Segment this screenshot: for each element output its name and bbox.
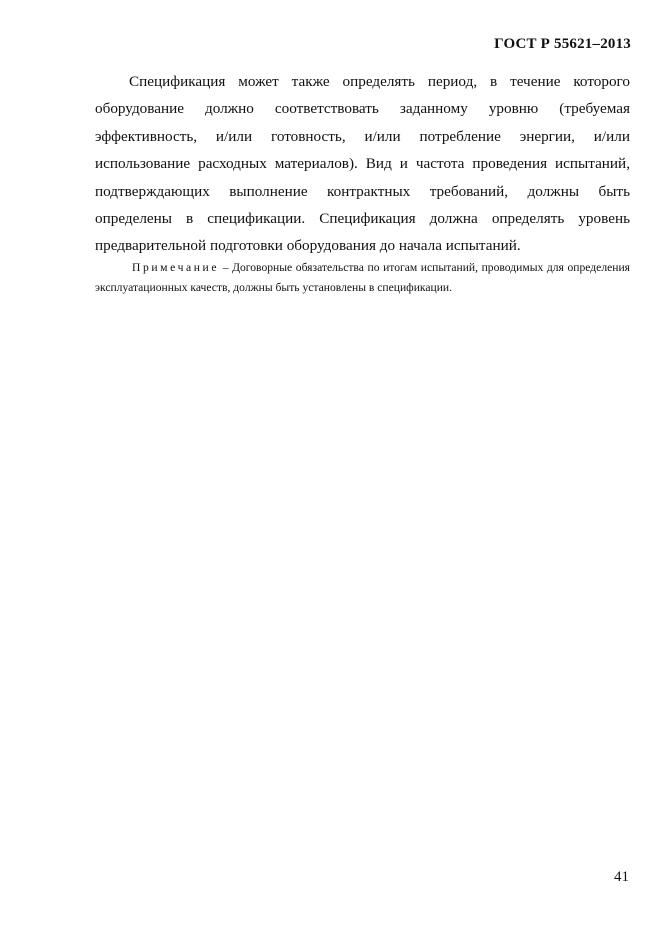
standard-code-header: ГОСТ Р 55621–2013 [494,36,631,52]
page-number: 41 [614,869,629,885]
note-paragraph [95,258,630,297]
note-label: Примечание [132,261,220,274]
specification-paragraph: Спецификация может также определять период, в течение которого оборудование должно соответствовать заданному уровню (требуемая эффективность, и/или готовность, и/или потребление энергии, и/или использование расходных материалов). Вид и частота проведения испытаний, подтверждающих выполнение контрактных требований, должны быть определены в спецификации. Спецификация должна определять уровень предварительной подготовки оборудования до начала испытаний. [95,73,630,255]
note-text: – Договорные обязательства по итогам испытаний, проводимых для определения эксплуатационных качеств, должны быть установлены в спецификации. [95,261,630,294]
